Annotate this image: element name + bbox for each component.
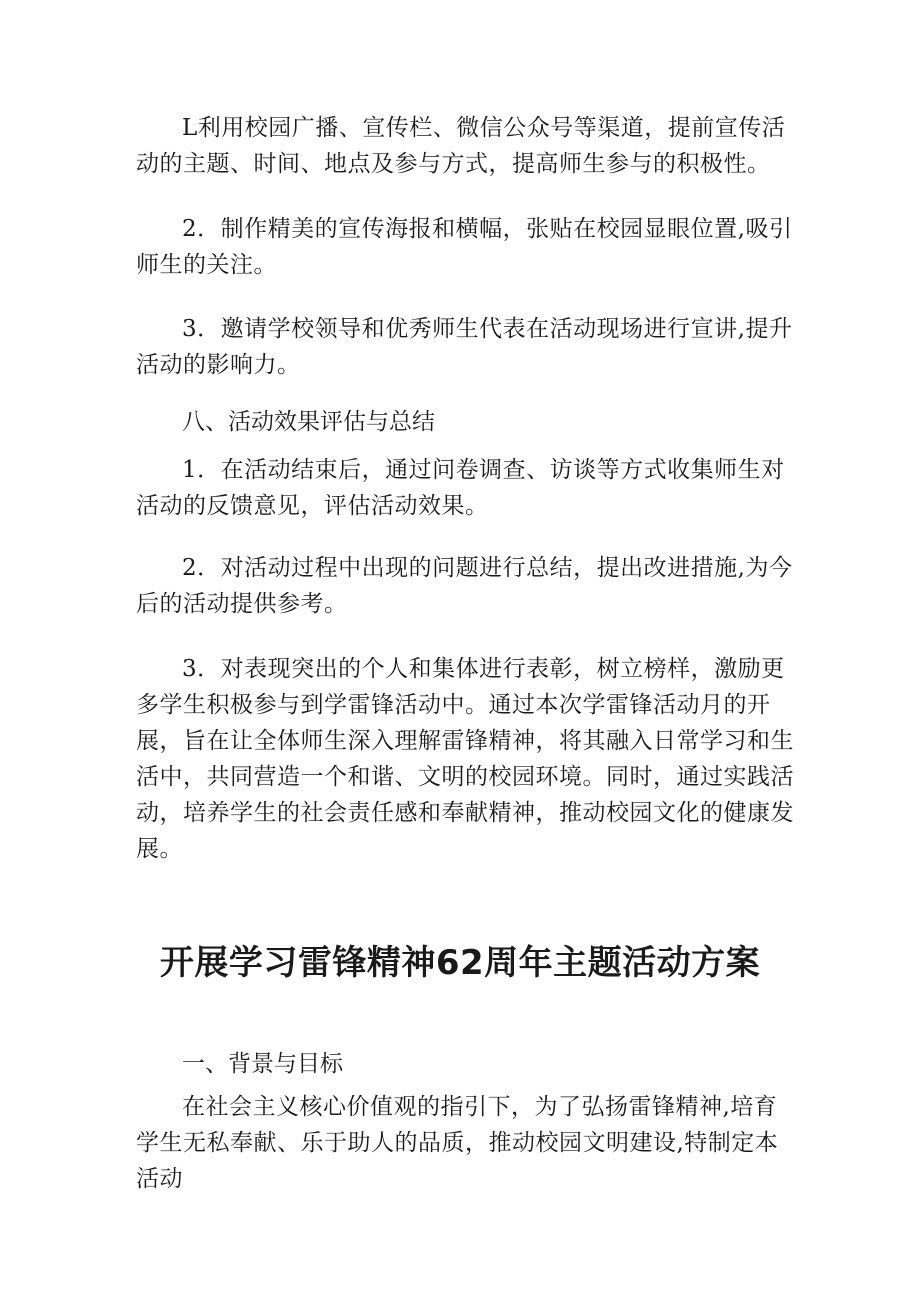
paragraph-problem-summary: 2．对活动过程中出现的问题进行总结，提出改进措施,为今后的活动提供参考。: [136, 555, 793, 617]
document-title: 开展学习雷锋精神62周年主题活动方案: [159, 943, 761, 983]
paragraph-posters-banners: 2．制作精美的宣传海报和横幅，张贴在校园显眼位置,吸引师生的关注。: [136, 216, 793, 278]
section-heading-evaluation: 八、活动效果评估与总结: [182, 409, 435, 435]
paragraph-publicity-channels: L利用校园广播、宣传栏、微信公众号等渠道，提前宣传活动的主题、时间、地点及参与方式，提高师生参与的积极性。: [136, 115, 786, 177]
paragraph-background-goals: 在社会主义核心价值观的指引下，为了弘扬雷锋精神,培育学生无私奉献、乐于助人的品质，推动校园文明建设,特制定本活动: [136, 1094, 779, 1192]
paragraph-feedback-survey: 1．在活动结束后，通过问卷调查、访谈等方式收集师生对活动的反馈意见，评估活动效果。: [136, 457, 785, 519]
section-heading-background: 一、背景与目标: [182, 1051, 343, 1077]
paragraph-leader-speech: 3．邀请学校领导和优秀师生代表在活动现场进行宣讲,提升活动的影响力。: [136, 316, 793, 378]
paragraph-commendation-summary: 3．对表现突出的个人和集体进行表彰，树立榜样，激励更多学生积极参与到学雷锋活动中。通过本次学雷锋活动月的开展，旨在让全体师生深入理解雷锋精神，将其融入日常学习和生活中，共同营造一个和谐、文明的校园环境。同时，通过实践活动，培养学生的社会责任感和奉献精神，推动校园文化的健康发展。: [136, 656, 794, 862]
